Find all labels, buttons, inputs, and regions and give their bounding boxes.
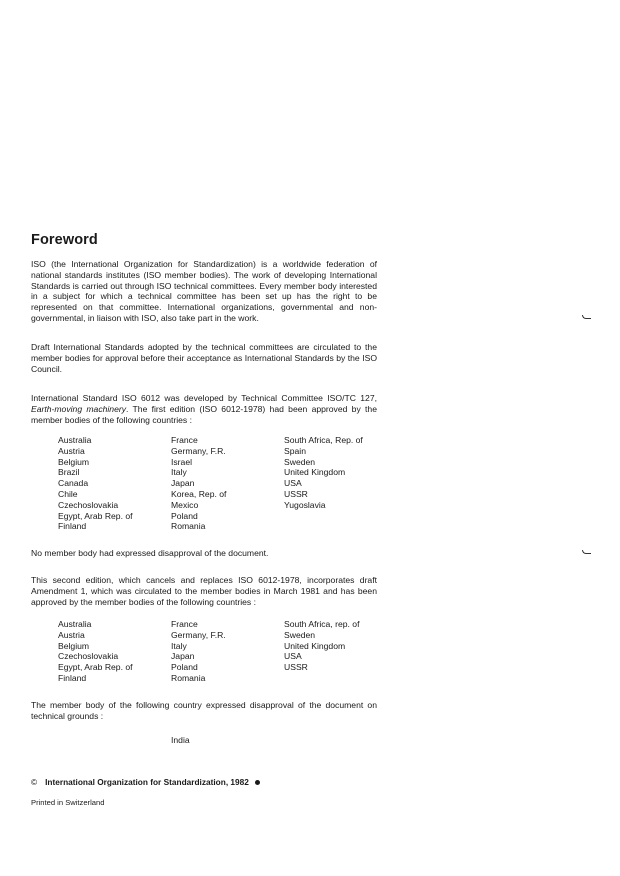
country-entry: Spain bbox=[284, 445, 306, 456]
first-edition-text-start: International Standard ISO 6012 was developed by Technical Committee ISO/TC 127, bbox=[31, 393, 377, 403]
bullet-icon bbox=[255, 780, 260, 785]
page-title: Foreword bbox=[31, 232, 98, 248]
country-entry: Czechoslovakia bbox=[58, 499, 119, 510]
country-entry: Germany, F.R. bbox=[171, 629, 226, 640]
country-entry: France bbox=[171, 435, 198, 445]
country-entry: Germany, F.R. bbox=[171, 445, 226, 456]
printed-in: Printed in Switzerland bbox=[31, 798, 105, 807]
margin-mark-icon bbox=[582, 315, 591, 319]
country-entry: Israel bbox=[171, 456, 193, 467]
country-entry: Canada bbox=[58, 478, 89, 489]
country-entry: Mexico bbox=[171, 499, 199, 510]
country-entry: USSR bbox=[284, 488, 308, 499]
country-entry: Sweden bbox=[284, 629, 316, 640]
country-entry: Finland bbox=[58, 521, 87, 532]
country-entry: Poland bbox=[171, 662, 198, 673]
paragraph-no-disapproval: No member body had expressed disapproval of the document. bbox=[31, 548, 269, 558]
committee-title: Earth-moving machinery bbox=[31, 403, 127, 414]
country-entry: Italy bbox=[171, 640, 187, 651]
paragraph-first-edition bbox=[31, 393, 377, 425]
country-entry: France bbox=[171, 619, 198, 629]
copyright-line bbox=[31, 777, 260, 787]
country-entry: Belgium bbox=[58, 456, 90, 467]
country-entry: Australia bbox=[58, 619, 92, 629]
country-entry: South Africa, rep. of bbox=[284, 619, 360, 629]
copyright-text: International Organization for Standardization, 1982 bbox=[45, 777, 249, 787]
country-entry: Egypt, Arab Rep. of bbox=[58, 662, 133, 673]
country-entry: Brazil bbox=[58, 467, 80, 478]
country-entry: Belgium bbox=[58, 640, 90, 651]
country-entry: Czechoslovakia bbox=[58, 651, 119, 662]
country-entry: United Kingdom bbox=[284, 640, 346, 651]
country-entry: Austria bbox=[58, 445, 85, 456]
country-entry: Sweden bbox=[284, 456, 316, 467]
country-entry: Yugoslavia bbox=[284, 499, 326, 510]
country-entry: Romania bbox=[171, 521, 206, 532]
second-edition-country-list bbox=[58, 619, 388, 684]
first-edition-country-list bbox=[58, 435, 388, 532]
country-entry: Italy bbox=[171, 467, 187, 478]
country-entry: United Kingdom bbox=[284, 467, 346, 478]
country-entry: Japan bbox=[171, 478, 195, 489]
country-entry: Finland bbox=[58, 672, 87, 683]
country-entry: Poland bbox=[171, 510, 198, 521]
country-entry: Japan bbox=[171, 651, 195, 662]
paragraph-second-edition: This second edition, which cancels and replaces ISO 6012-1978, incorporates draft Amendment 1, which was circulated to the member bodies in March 1981 and has been approved by the member bodies of the following countries : bbox=[31, 575, 377, 607]
country-entry: USSR bbox=[284, 662, 308, 673]
paragraph-draft-standards: Draft International Standards adopted by the technical committees are circulated to the member bodies for approval before their acceptance as International Standards by the ISO Council. bbox=[31, 342, 377, 374]
disapproving-country: India bbox=[171, 735, 190, 745]
country-entry: Austria bbox=[58, 629, 85, 640]
country-entry: USA bbox=[284, 651, 302, 662]
country-entry: South Africa, Rep. of bbox=[284, 435, 363, 445]
first-edition-text-end: . The first edition (ISO 6012-1978) had been approved by the member bodies of the following countries : bbox=[31, 403, 377, 425]
country-entry: Korea, Rep. of bbox=[171, 488, 227, 499]
country-entry: Egypt, Arab Rep. of bbox=[58, 510, 133, 521]
paragraph-disapproval: The member body of the following country expressed disapproval of the document on technical grounds : bbox=[31, 700, 377, 721]
country-entry: Chile bbox=[58, 488, 78, 499]
country-entry: Romania bbox=[171, 672, 206, 683]
margin-mark-icon bbox=[582, 550, 591, 554]
copyright-symbol: © bbox=[31, 777, 38, 787]
country-entry: USA bbox=[284, 478, 302, 489]
country-entry: Australia bbox=[58, 435, 92, 445]
paragraph-iso-intro: ISO (the International Organization for Standardization) is a worldwide federation of national standards institutes (ISO member bodies). The work of developing International Standards is carried out through ISO technical committees. Every member body interested in a subject for which a technical committee has been set up has the right to be represented on that committee. International organizations, governmental and non-governmental, in liaison with ISO, also take part in the work. bbox=[31, 259, 377, 323]
